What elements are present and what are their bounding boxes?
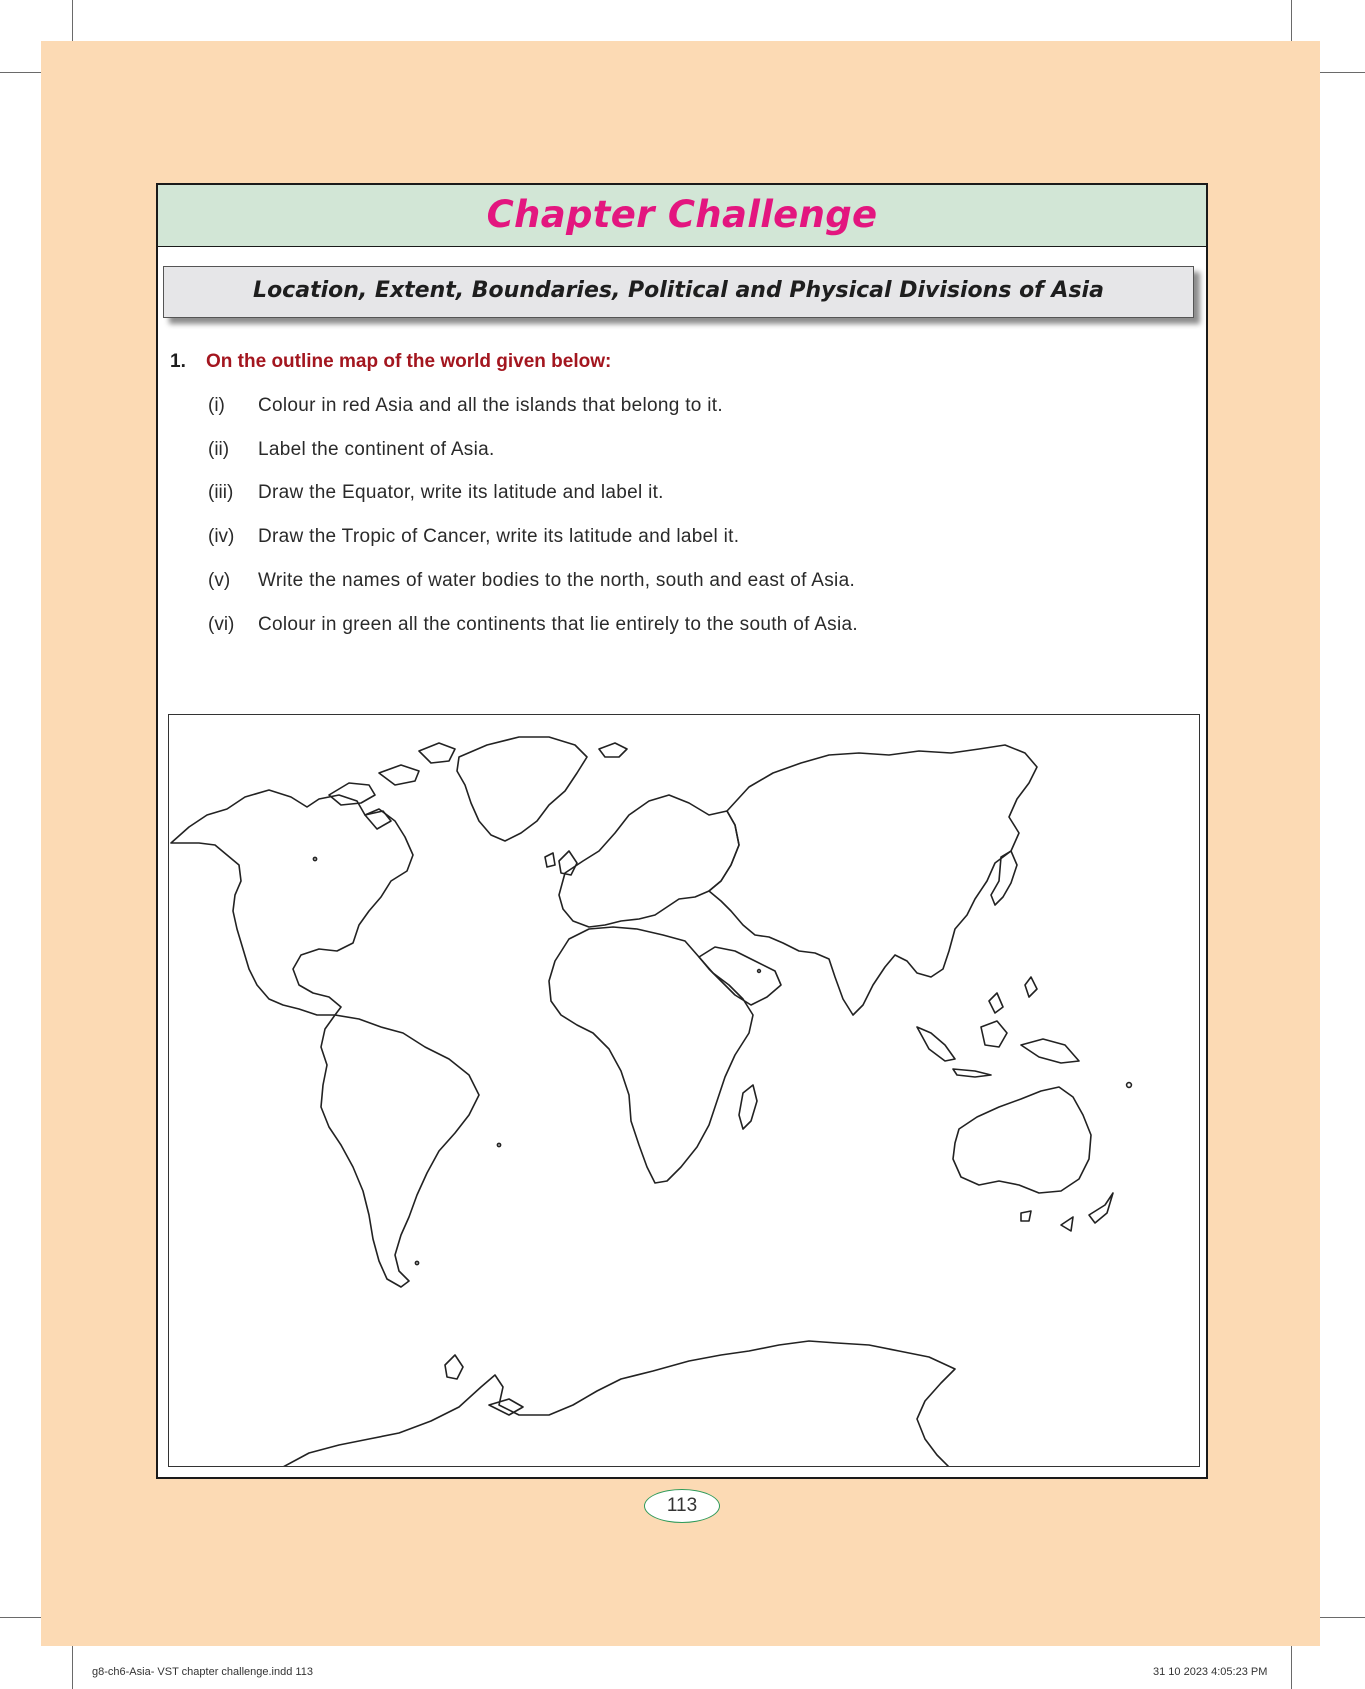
item-text: Colour in red Asia and all the islands that belong to it. (258, 395, 723, 416)
small-island (415, 1261, 418, 1264)
southeast-asia-islands-outline (917, 977, 1079, 1077)
arctic-islands-outline (329, 743, 455, 829)
greenland-outline (457, 737, 587, 841)
small-island (313, 857, 316, 860)
item-text: Draw the Tropic of Cancer, write its latitude and label it. (258, 526, 740, 547)
item-text: Label the continent of Asia. (258, 439, 495, 460)
item-text: Draw the Equator, write its latitude and label it. (258, 482, 664, 503)
europe-outline (559, 795, 739, 927)
item-number: (iii) (208, 482, 234, 503)
british-isles-outline (545, 743, 627, 875)
page-number-badge (644, 1489, 720, 1523)
world-map-svg (169, 715, 1200, 1467)
item-number: (iv) (208, 526, 235, 547)
question-text: On the outline map of the world given below: (206, 351, 612, 372)
africa-outline (549, 927, 753, 1183)
item-number: (v) (208, 570, 231, 591)
new-zealand-outline (1021, 1193, 1113, 1231)
madagascar-outline (739, 1085, 757, 1129)
item-number: (ii) (208, 439, 230, 460)
australia-outline (953, 1087, 1091, 1193)
item-number: (vi) (208, 614, 235, 635)
print-slug-timestamp: 31 10 2023 4:05:23 PM (1153, 1666, 1268, 1678)
small-island (497, 1143, 500, 1146)
antarctica-outline (283, 1341, 955, 1467)
japan-outline (991, 851, 1017, 905)
page-title: Chapter Challenge (486, 193, 878, 236)
chapter-challenge-box (156, 183, 1208, 1479)
world-outline-map (168, 714, 1200, 1467)
item-text: Write the names of water bodies to the north, south and east of Asia. (258, 570, 856, 591)
question-number: 1. (170, 351, 186, 372)
section-subtitle: Location, Extent, Boundaries, Political and Physical Divisions of Asia (253, 278, 1104, 303)
page-number: 113 (666, 1495, 698, 1516)
south-america-outline (321, 1015, 479, 1287)
north-america-outline (171, 790, 413, 1015)
small-island (758, 970, 761, 973)
small-island (1127, 1083, 1132, 1088)
subtitle-banner (163, 266, 1194, 318)
print-slug-file: g8-ch6-Asia- VST chapter challenge.indd 113 (92, 1666, 313, 1678)
asia-outline (709, 745, 1037, 1015)
item-text: Colour in green all the continents that lie entirely to the south of Asia. (258, 614, 858, 635)
title-band (158, 185, 1206, 247)
item-number: (i) (208, 395, 225, 416)
